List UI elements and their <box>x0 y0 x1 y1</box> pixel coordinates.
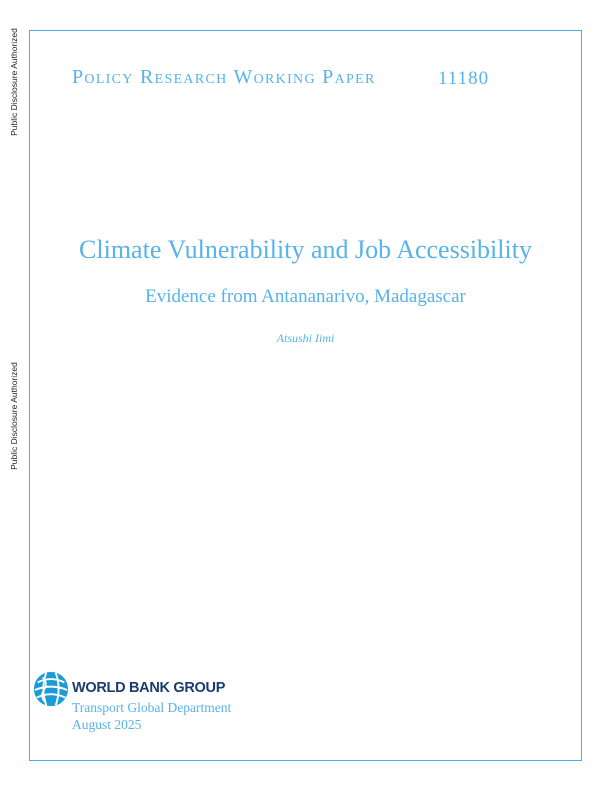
paper-author: Atsushi Iimi <box>276 331 335 345</box>
paper-number: 11180 <box>438 68 490 89</box>
disclosure-label-middle-text: Public Disclosure Authorized <box>9 362 19 470</box>
world-bank-globe-icon <box>32 670 70 708</box>
brand-name: WORLD BANK GROUP <box>72 680 226 696</box>
series-name: Policy Research Working Paper <box>72 66 376 88</box>
paper-title: Climate Vulnerability and Job Accessibility <box>79 235 532 264</box>
publication-date: August 2025 <box>72 717 142 732</box>
paper-subtitle: Evidence from Antananarivo, Madagascar <box>145 286 466 307</box>
disclosure-label-top-text: Public Disclosure Authorized <box>9 28 19 136</box>
disclosure-label-middle <box>8 352 20 480</box>
cover-frame <box>29 30 582 761</box>
disclosure-label-top <box>8 14 20 150</box>
department-name: Transport Global Department <box>72 700 232 715</box>
